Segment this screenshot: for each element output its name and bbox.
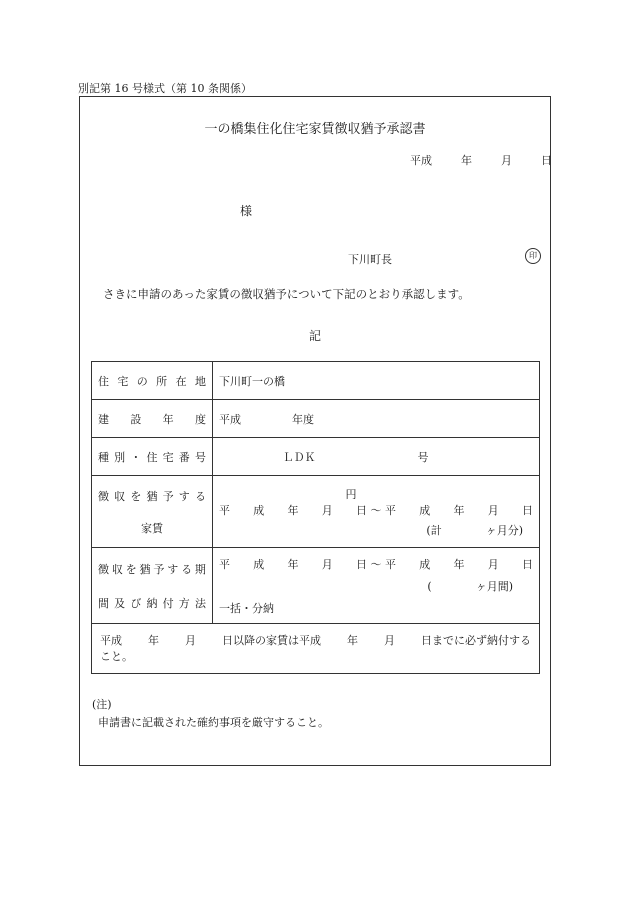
label-char: 収 [111, 562, 123, 576]
label-char: 年 [162, 412, 174, 426]
period-part: 年 [453, 503, 465, 517]
label-char: 住 [98, 374, 109, 388]
payment-note-line1 [100, 633, 531, 649]
period-part: 日 ～ 平 [356, 557, 396, 571]
label-deferred-rent [92, 476, 213, 548]
label-char: 番 [178, 450, 190, 464]
value-deferred-rent [213, 476, 540, 548]
period-part: 平 [219, 557, 230, 571]
label-char: の [136, 374, 148, 388]
label-char: す [167, 562, 179, 576]
value-construction-year [213, 400, 540, 438]
label-char: 建 [98, 412, 109, 426]
label-char: 及 [114, 596, 126, 610]
label-char: 法 [194, 596, 206, 610]
date-day: 日 [541, 154, 552, 167]
table-row-payment-note [92, 624, 540, 674]
ldk-text: ＬＤＫ [282, 450, 316, 464]
intro-text: さきに申請のあった家賃の徴収猶予について下記のとおり承認します。 [103, 287, 470, 301]
payment-note [92, 624, 540, 674]
period-part: 成 [419, 503, 431, 517]
note-part: 平成 [100, 633, 122, 647]
payment-note-tail: こと。 [100, 649, 133, 663]
period-part: 年 [287, 503, 299, 517]
period-part: 月 [321, 503, 333, 517]
value-deferral-period [213, 548, 540, 624]
period-part: 日 [522, 503, 533, 517]
period-part: 日 [522, 557, 533, 571]
label-deferral-period-line1 [98, 561, 206, 577]
label-char: 期 [194, 562, 206, 576]
label-char: 在 [175, 374, 187, 388]
note-part: 年 [347, 633, 358, 647]
note-part: 日までに必ず納付する [421, 633, 531, 647]
note-part: 月 [185, 633, 196, 647]
label-char: ・ [130, 450, 142, 464]
deferral-period-dates [219, 556, 533, 572]
label-char: 度 [194, 412, 206, 426]
label-construction-year-text [98, 411, 206, 427]
label-char: を [130, 489, 142, 503]
go-text: 号 [417, 450, 429, 464]
period-part: 年 [453, 557, 465, 571]
table-row-type-number [92, 438, 540, 476]
label-char: 間 [98, 596, 109, 610]
note-part: 年 [148, 633, 159, 647]
seal-mark: 印 [525, 248, 541, 264]
issuer-name: 下川町長 [348, 253, 392, 266]
label-char: 徴 [98, 562, 109, 576]
ki-heading: 記 [308, 329, 321, 343]
date-month: 月 [501, 154, 512, 167]
period-part: 月 [487, 503, 499, 517]
table-row-construction-year [92, 400, 540, 438]
label-char: る [181, 562, 193, 576]
label-char: 所 [156, 374, 168, 388]
period-part: 月 [487, 557, 499, 571]
label-char: 宅 [117, 374, 129, 388]
label-deferral-period-line2 [98, 595, 206, 611]
date-era: 平成 [410, 154, 432, 167]
table-row-deferral-period [92, 548, 540, 624]
label-location-text [98, 373, 206, 389]
form-number-label: 別記第 16 号様式（第 10 条関係） [78, 82, 252, 95]
label-char: 設 [130, 412, 142, 426]
label-char: 別 [114, 450, 126, 464]
document-title: 一の橋集住化住宅家賃徴収猶予承認書 [204, 122, 426, 137]
label-char: 収 [114, 489, 126, 503]
issue-date [410, 152, 552, 168]
label-char: 地 [194, 374, 206, 388]
construction-era: 平成 [219, 412, 241, 426]
yen-text: 円 [345, 487, 357, 501]
label-deferred-rent-line2: 家賃 [141, 521, 163, 535]
label-type-number-text [98, 449, 206, 465]
table-row-location [92, 362, 540, 400]
notes-heading: (注) [92, 698, 112, 711]
deferral-months: ( ヶ月間) [427, 579, 513, 593]
label-location [92, 362, 213, 400]
label-char: 納 [146, 596, 158, 610]
value-location: 下川町一の橋 [213, 362, 540, 400]
note-part: 月 [384, 633, 395, 647]
label-char: 付 [162, 596, 174, 610]
label-char: 猶 [139, 562, 151, 576]
label-type-number [92, 438, 213, 476]
notes-text: 申請書に記載された確約事項を厳守すること。 [98, 716, 329, 729]
deferred-rent-period [219, 502, 533, 518]
period-part: 年 [287, 557, 299, 571]
label-char: 種 [98, 450, 109, 464]
period-part: 成 [253, 503, 265, 517]
construction-year-suffix: 年度 [292, 412, 314, 426]
label-char: 住 [146, 450, 158, 464]
label-deferral-period [92, 548, 213, 624]
label-char: る [194, 489, 206, 503]
label-char: 方 [178, 596, 190, 610]
label-char: を [125, 562, 137, 576]
date-year: 年 [461, 154, 472, 167]
label-char: 号 [194, 450, 206, 464]
period-part: 成 [253, 557, 265, 571]
period-part: 日 ～ 平 [356, 503, 396, 517]
payment-method: 一括・分納 [219, 601, 274, 615]
label-char: す [178, 489, 190, 503]
details-table [91, 361, 540, 674]
table-row-deferred-rent [92, 476, 540, 548]
label-char: 徴 [98, 489, 109, 503]
deferred-rent-total: (計 ヶ月分) [426, 523, 523, 537]
label-char: 猶 [146, 489, 158, 503]
period-part: 成 [419, 557, 431, 571]
label-char: び [130, 596, 142, 610]
label-char: 予 [162, 489, 174, 503]
period-part: 平 [219, 503, 230, 517]
addressee-suffix: 様 [240, 204, 253, 218]
value-type-number [213, 438, 540, 476]
label-construction-year [92, 400, 213, 438]
note-part: 日以降の家賃は平成 [222, 633, 321, 647]
label-char: 予 [153, 562, 165, 576]
label-deferred-rent-line1 [98, 488, 206, 504]
period-part: 月 [321, 557, 333, 571]
label-char: 宅 [162, 450, 174, 464]
